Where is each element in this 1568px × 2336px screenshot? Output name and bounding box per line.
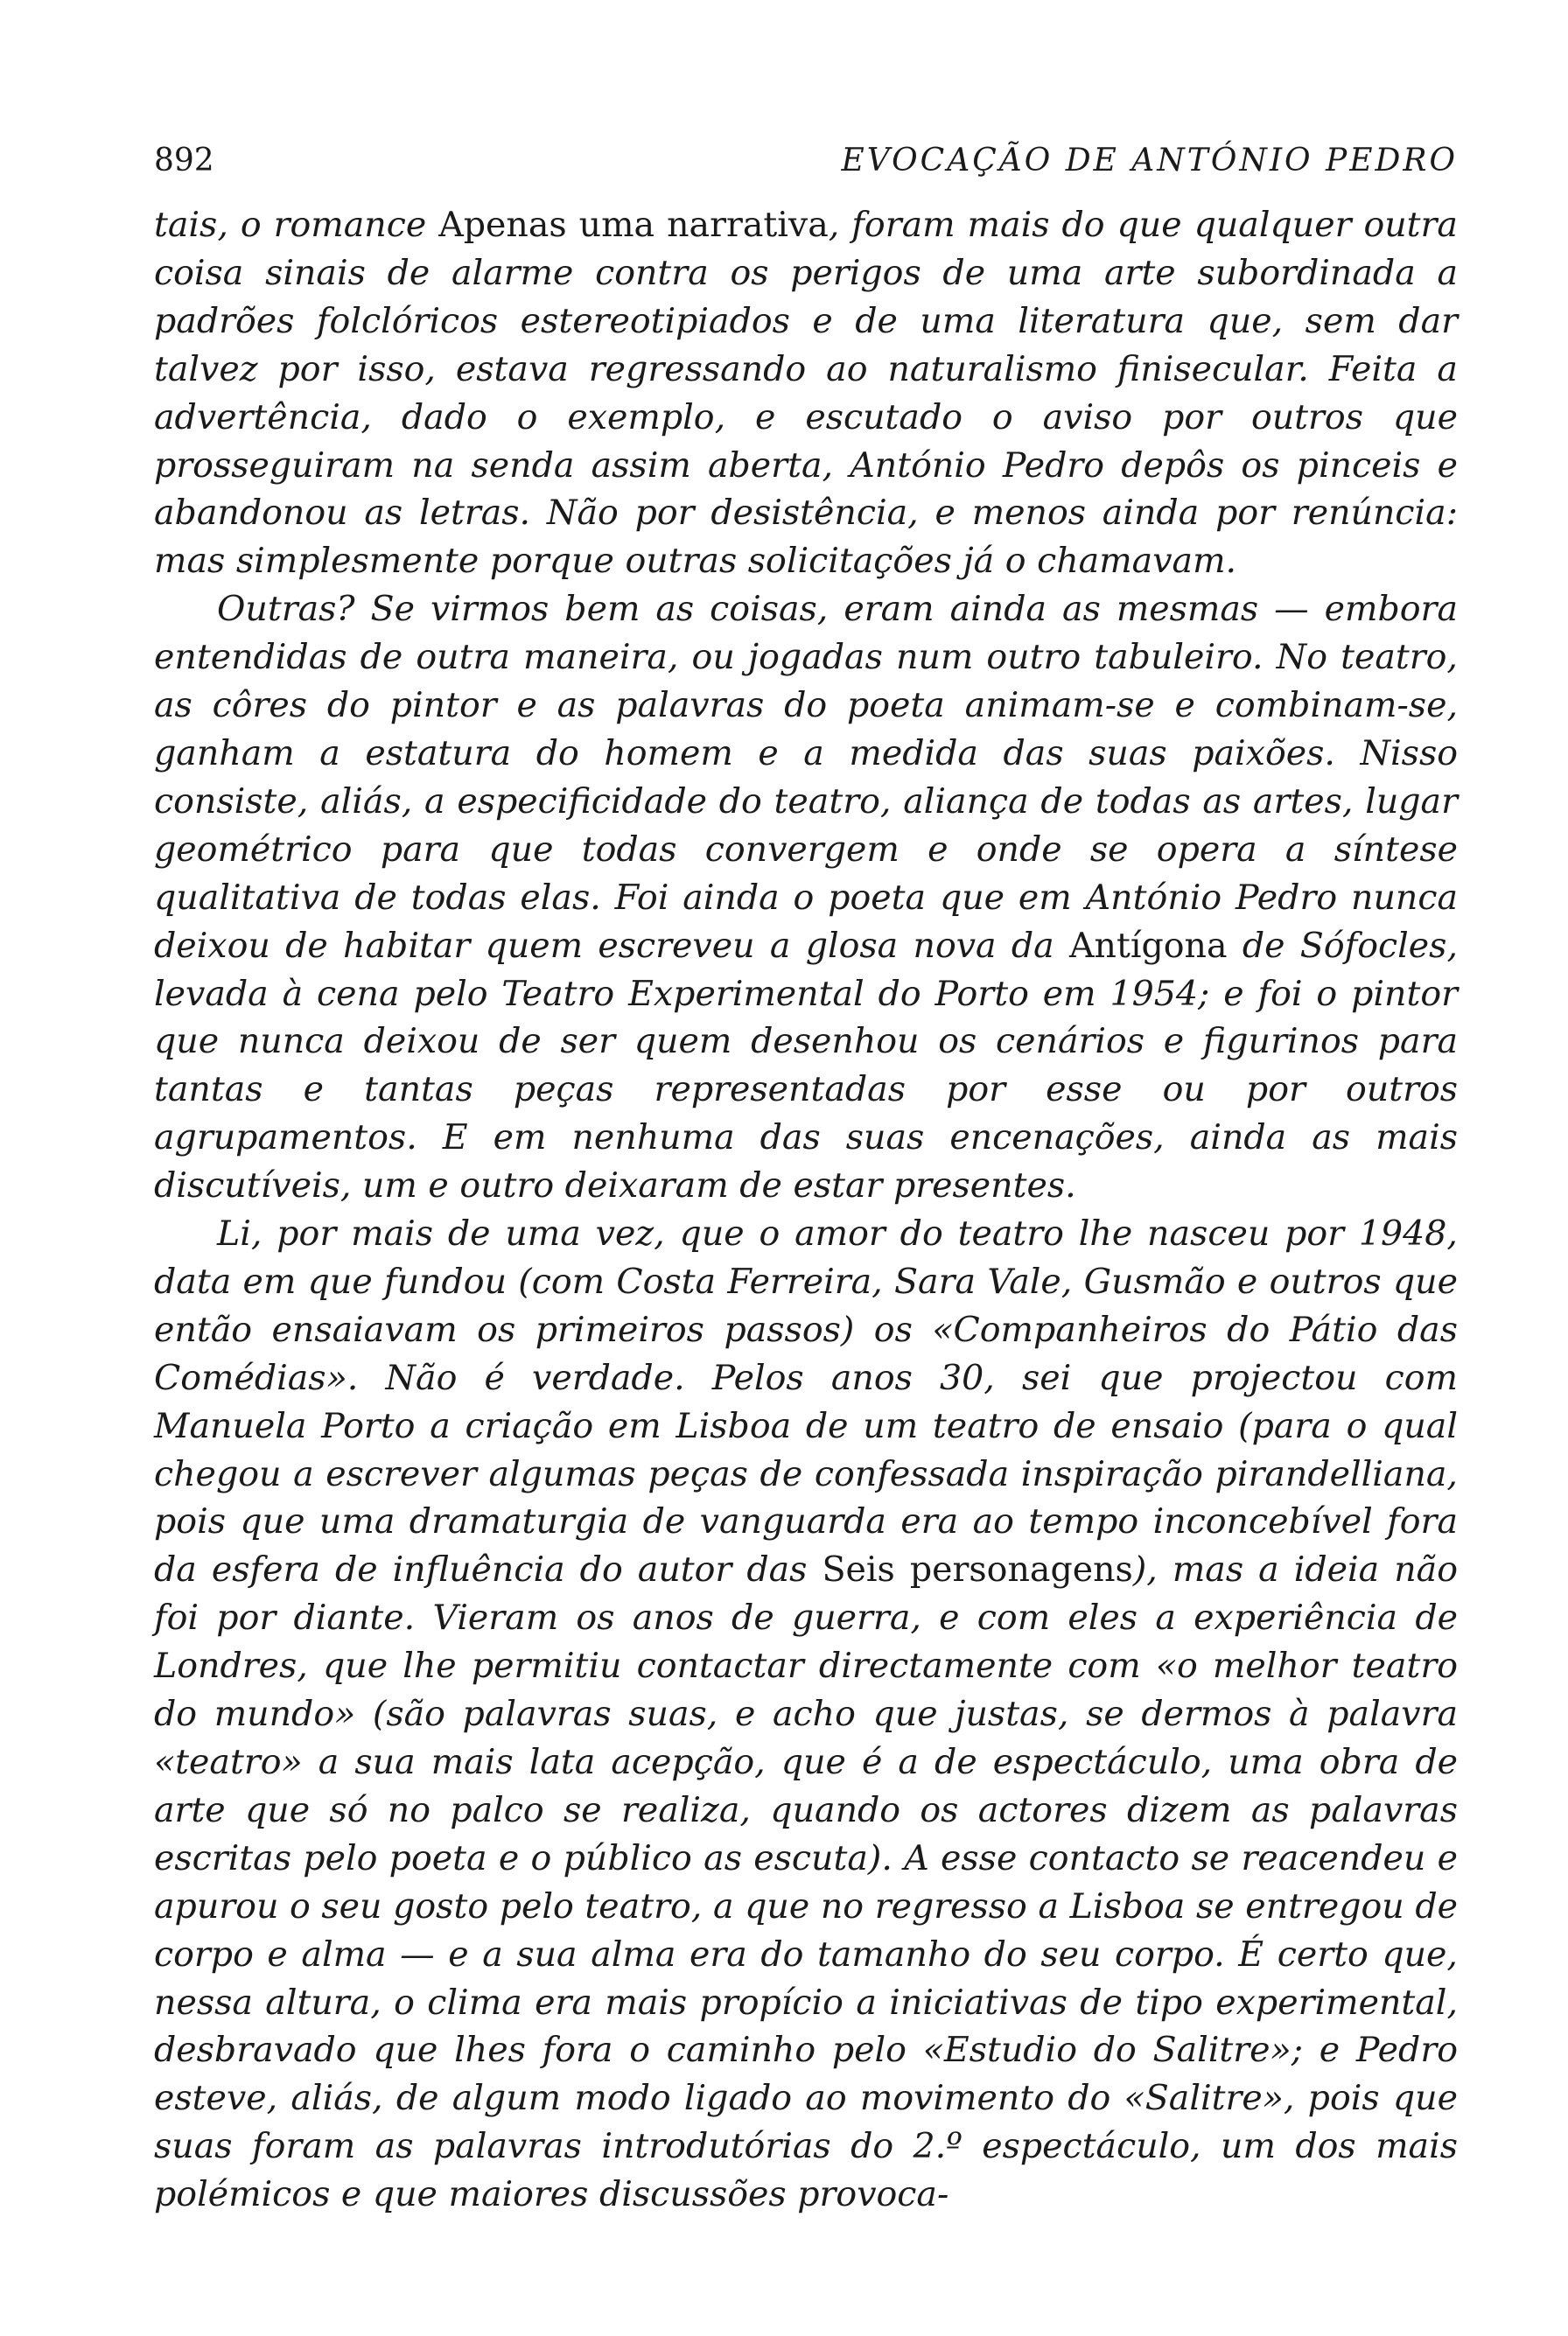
paragraph-1-text-a: tais, o romance <box>154 205 439 245</box>
play-title-antigona: Antígona <box>1069 925 1228 966</box>
paragraph-2-text-b: de Sófocles, levada à cena pelo Teatro Experimental do Porto em 1954; e foi o pintor que nunca deixou de ser quem desenhou os cenários e figurinos para tantas e tantas peças representadas por esse ou por outros agrupamentos. E em nenhuma das suas encenações, ainda as mais discutíveis, um e outro deixaram de estar presentes. <box>154 925 1458 1206</box>
paragraph-3-text-a: Li, por mais de uma vez, que o amor do teatro lhe nasceu por 1948, data em que fundou (com Costa Ferreira, Sara Vale, Gusmão e outros que então ensaiavam os primeiros passos) os «Companheiros do Pátio das Comédias». Não é verdade. Pelos anos 30, sei que projectou com Manuela Porto a criação em Lisboa de um teatro de ensaio (para o qual chegou a escrever algumas peças de confessada inspiração pirandelliana, pois que uma dramaturgia de vanguarda era ao tempo inconcebível fora da esfera de influência do autor das <box>154 1213 1458 1591</box>
paragraph-2 <box>154 585 1458 1210</box>
paragraph-3-text-b: ), mas a ideia não foi por diante. Vieram os anos de guerra, e com eles a experiência de Londres, que lhe permitiu contactar directamente com «o melhor teatro do mundo» (são palavras suas, e acho que justas, se dermos à palavra «teatro» a sua mais lata acepção, que é a de espectáculo, uma obra de arte que só no palco se realiza, quando os actores dizem as palavras escritas pelo poeta e o público as escuta). A esse contacto se reacendeu e apurou o seu gosto pelo teatro, a que no regresso a Lisboa se entregou de corpo e alma — e a sua alma era do tamanho do seu corpo. É certo que, nessa altura, o clima era mais propício a iniciativas de tipo experimental, desbravado que lhes fora o caminho pelo «Estudio do Salitre»; e Pedro esteve, aliás, de algum modo ligado ao movimento do «Salitre», pois que suas foram as palavras introdutórias do 2.º espectáculo, um dos mais polémicos e que maiores discussões provoca- <box>154 1549 1459 2215</box>
paragraph-1 <box>154 201 1458 585</box>
play-title-seis-personagens: Seis personagens <box>822 1549 1133 1591</box>
book-page <box>154 140 1458 2219</box>
running-head <box>154 140 1458 182</box>
running-title: EVOCAÇÃO DE ANTÓNIO PEDRO <box>841 143 1458 178</box>
paragraph-1-text-b: , foram mais do que qualquer outra coisa sinais de alarme contra os perigos de uma arte subordinada a padrões folclóricos estereotipiados e de uma literatura que, sem dar talvez por isso, estava regressando ao naturalismo finisecular. Feita a advertência, dado o exemplo, e escutado o aviso por outros que prosseguiram na senda assim aberta, António Pedro depôs os pinceis e abandonou as letras. Não por desistência, e menos ainda por renúncia: mas simplesmente porque outras solicitações já o chamavam. <box>154 205 1458 582</box>
page-number: 892 <box>154 143 214 178</box>
body-text <box>154 201 1458 2219</box>
paragraph-3 <box>154 1210 1458 2219</box>
paragraph-2-text-a: Outras? Se virmos bem as coisas, eram ainda as mesmas — embora entendidas de outra maneira, ou jogadas num outro tabuleiro. No teatro, as côres do pintor e as palavras do poeta animam-se e combinam-se, ganham a estatura do homem e a medida das suas paixões. Nisso consiste, aliás, a especificidade do teatro, aliança de todas as artes, lugar geométrico para que todas convergem e onde se opera a síntese qualitativa de todas elas. Foi ainda o poeta que em António Pedro nunca deixou de habitar quem escreveu a glosa nova da <box>154 589 1458 966</box>
book-title-apenas-uma-narrativa: Apenas uma narrativa <box>438 205 829 245</box>
